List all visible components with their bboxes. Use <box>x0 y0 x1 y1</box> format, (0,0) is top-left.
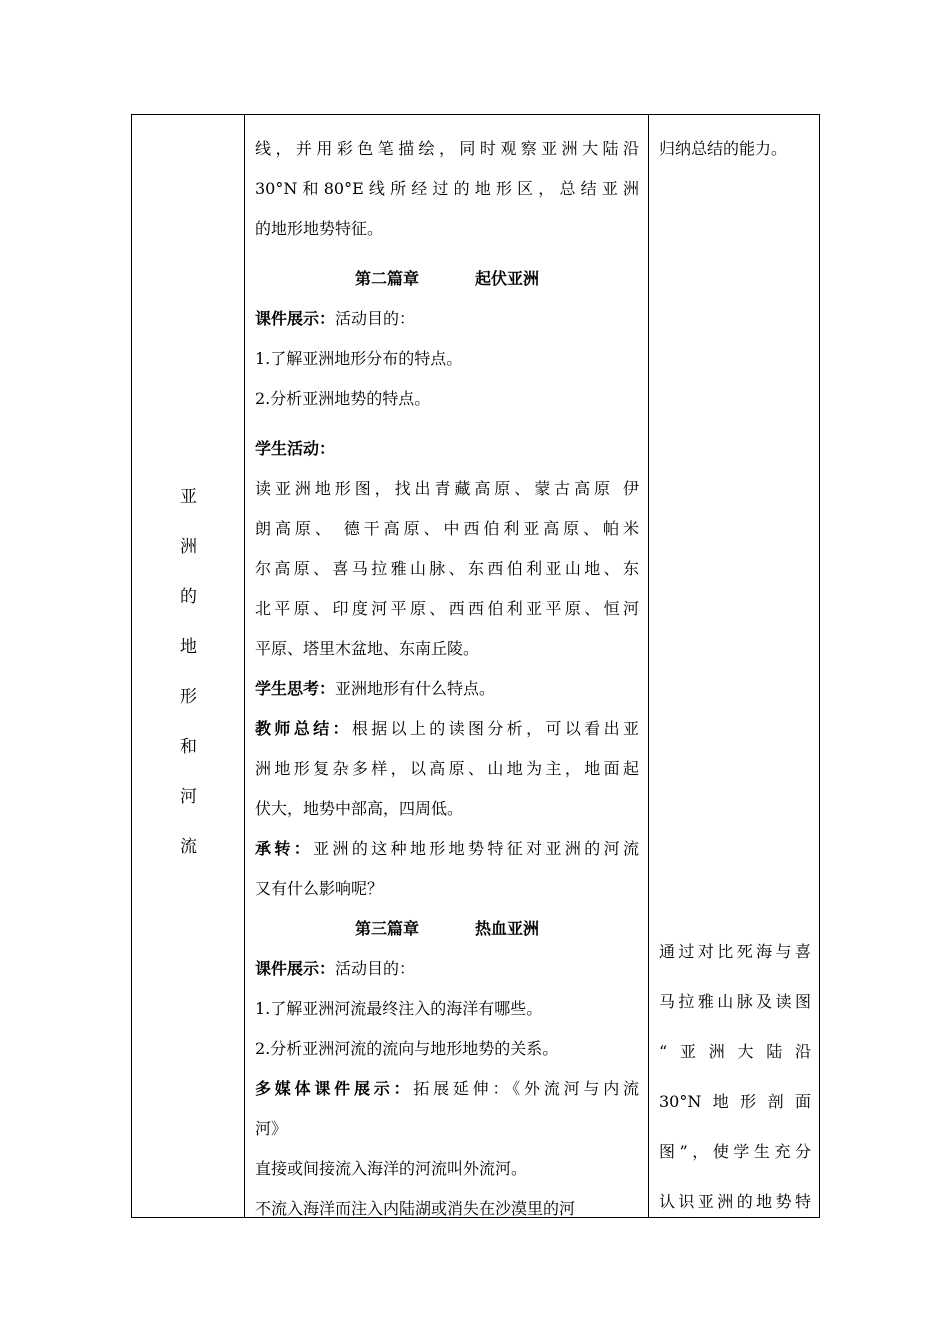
activity-line: 读亚洲地形图，找出青藏高原、蒙古高原 伊 <box>255 479 639 498</box>
topic-char: 和 <box>180 737 197 757</box>
topic-char: 形 <box>180 687 197 707</box>
teacher-summary <box>255 709 639 749</box>
intent-cell <box>649 115 819 1217</box>
think-label: 学生思考： <box>255 679 336 698</box>
intro-line: 线，并用彩色笔描绘，同时观察亚洲大陆沿 <box>255 139 639 158</box>
intro-line: 的地形地势特征。 <box>255 219 384 238</box>
section3-heading-left: 第三篇章 <box>354 919 419 938</box>
course-text: 活动目的： <box>335 309 416 328</box>
student-think <box>255 669 639 709</box>
course-label: 课件展示： <box>255 309 336 328</box>
topic-char: 流 <box>180 837 197 857</box>
media-second: 河》 <box>255 1119 288 1138</box>
media-first: 拓展延伸：《外流河与内流 <box>413 1079 639 1098</box>
transition-first: 亚洲的这种地形地势特征对亚洲的河流 <box>313 839 639 858</box>
intent-top: 归纳总结的能力。 <box>659 139 788 158</box>
topic-char: 河 <box>180 787 197 807</box>
summary-line: 洲地形复杂多样，以高原、山地为主，地面起 <box>255 759 639 778</box>
course-text: 活动目的： <box>335 959 416 978</box>
goal-item: 2.分析亚洲河流的流向与地形地势的关系。 <box>255 1039 559 1058</box>
goal-item: 1.了解亚洲河流最终注入的海洋有哪些。 <box>255 999 543 1018</box>
transition-label: 承转： <box>255 839 314 858</box>
think-text: 亚洲地形有什么特点。 <box>335 679 496 698</box>
activity-line: 北平原、印度河平原、西西伯利亚平原、恒河 <box>255 599 639 618</box>
section3-heading-right: 热血亚洲 <box>475 919 540 938</box>
topic-char: 洲 <box>180 537 197 557</box>
summary-line: 伏大，地势中部高，四周低。 <box>255 799 464 818</box>
section2-heading-left: 第二篇章 <box>354 269 419 288</box>
summary-label: 教师总结： <box>255 719 352 738</box>
section3-heading <box>255 909 639 949</box>
process-cell <box>245 115 649 1217</box>
goal-item: 1.了解亚洲地形分布的特点。 <box>255 349 463 368</box>
media-display <box>255 1069 639 1109</box>
process-content <box>255 129 639 1217</box>
topic-char: 的 <box>180 587 197 607</box>
vertical-topic-title <box>132 485 245 885</box>
summary-first: 根据以上的读图分析，可以看出亚 <box>351 719 639 738</box>
goal-item: 2.分析亚洲地势的特点。 <box>255 389 431 408</box>
topic-char: 亚 <box>180 487 197 507</box>
lesson-plan-table <box>131 114 820 1218</box>
section2-course <box>255 299 639 339</box>
media-label: 多媒体课件展示： <box>255 1079 414 1098</box>
definition-line: 直接或间接流入海洋的河流叫外流河。 <box>255 1159 528 1178</box>
intent-line: 马拉雅山脉及读图 <box>659 992 811 1011</box>
topic-char: 地 <box>180 637 197 657</box>
section3-course <box>255 949 639 989</box>
section2-heading <box>255 259 639 299</box>
intent-line: 30°N地形剖面 <box>659 1092 811 1111</box>
activity-line: 尔高原、喜马拉雅山脉、东西伯利亚山地、东 <box>255 559 639 578</box>
intent-line: 图”，使学生充分 <box>659 1142 811 1161</box>
intent-line: 认识亚洲的地势特 <box>659 1192 811 1211</box>
transition-second: 又有什么影响呢？ <box>255 879 384 898</box>
intent-line: 通过对比死海与喜 <box>659 942 811 961</box>
course-label: 课件展示： <box>255 959 336 978</box>
definition-line: 不流入海洋而注入内陆湖或消失在沙漠里的河 <box>255 1199 576 1217</box>
student-activity-label: 学生活动： <box>255 439 336 458</box>
intro-line: 30°N和80°E线所经过的地形区，总结亚洲 <box>255 179 639 198</box>
activity-line: 平原、塔里木盆地、东南丘陵。 <box>255 639 480 658</box>
topic-cell <box>132 115 245 1217</box>
transition <box>255 829 639 869</box>
activity-line: 朗高原、 德干高原、中西伯利亚高原、帕米 <box>255 519 639 538</box>
intent-bottom <box>659 927 811 1217</box>
section2-heading-right: 起伏亚洲 <box>475 269 540 288</box>
intent-line: “亚洲大陆沿 <box>659 1042 811 1061</box>
